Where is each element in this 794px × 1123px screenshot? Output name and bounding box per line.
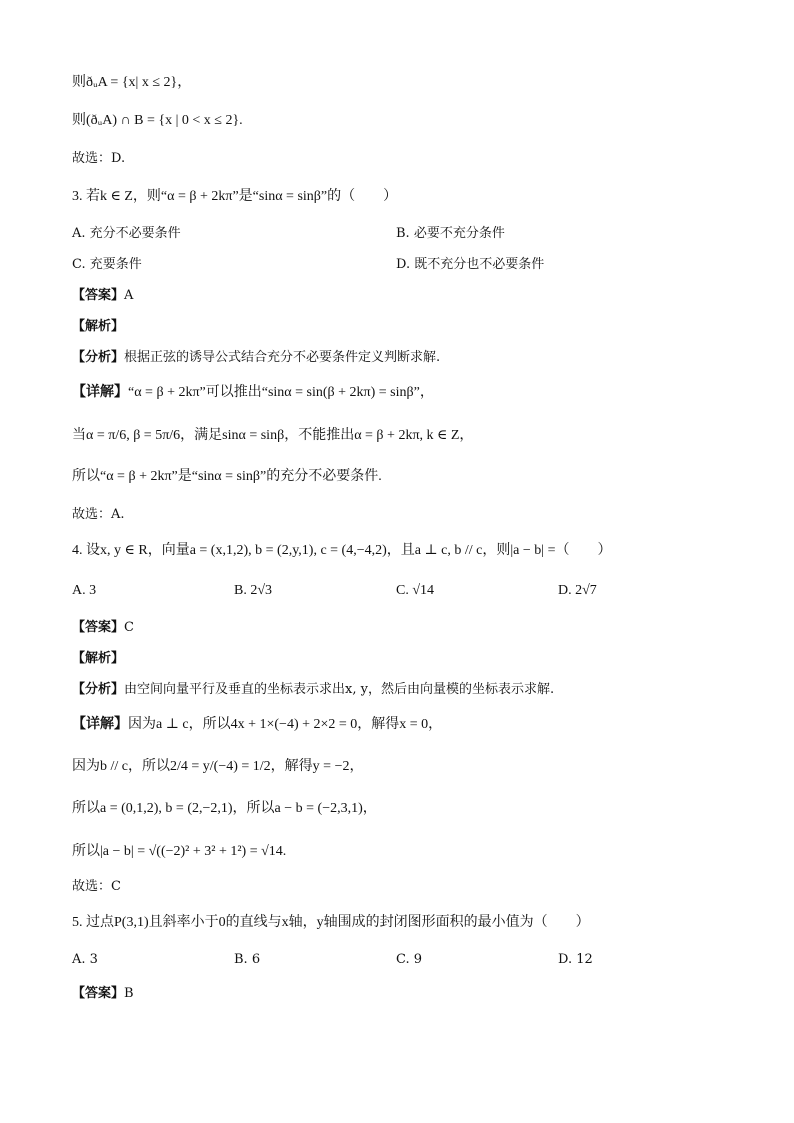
answer-value: A — [124, 288, 134, 303]
analysis-tag: 【分析】 — [72, 350, 125, 365]
analysis-text: 根据正弦的诱导公式结合充分不必要条件定义判断求解. — [124, 350, 441, 365]
answer-tag: 【答案】 — [72, 986, 125, 1001]
answer-value: C — [124, 620, 134, 635]
question-3: 3. 若k ∈ Z，则“α = β + 2kπ”是“sinα = sinβ”的（ ） — [72, 189, 398, 204]
q4-option-a: A. 3 — [72, 583, 97, 598]
q3-analysis — [72, 349, 440, 367]
analysis-text: 由空间向量平行及垂直的坐标表示求出x, y，然后由向量模的坐标表示求解. — [124, 682, 555, 697]
q4-option-b: B. 2√3 — [234, 583, 273, 598]
detail-text: 因为a ⊥ c，所以4x + 1×(−4) + 2×2 = 0，解得x = 0， — [128, 717, 443, 732]
line-choose-d: 故选：D. — [72, 151, 126, 166]
q4-detail — [72, 716, 442, 734]
q3-option-a: A. 充分不必要条件 — [72, 226, 181, 241]
question-4: 4. 设x, y ∈ R，向量a = (x,1,2), b = (2,y,1), c = (4,−4,2)，且a ⊥ c, b // c，则|a − b| =（ ） — [72, 543, 612, 558]
q3-detail-line-3: 所以“α = β + 2kπ”是“sinα = sinβ”的充分不必要条件. — [72, 469, 382, 484]
line-complement-a: 则ðᵤA = {x| x ≤ 2}， — [72, 75, 192, 90]
q4-analysis — [72, 681, 554, 699]
q3-option-b: B. 必要不充分条件 — [396, 226, 505, 241]
detail-tag: 【详解】 — [72, 385, 128, 400]
answer-tag: 【答案】 — [72, 288, 125, 303]
q4-detail-line-2: 因为b // c，所以2/4 = y/(−4) = 1/2，解得y = −2， — [72, 759, 364, 774]
answer-value: B — [124, 986, 134, 1001]
q4-option-c: C. √14 — [396, 583, 435, 598]
q4-choose: 故选：C — [72, 879, 121, 894]
detail-text: “α = β + 2kπ”可以推出“sinα = sin(β + 2kπ) = sinβ”， — [128, 385, 434, 400]
q4-option-d: D. 2√7 — [558, 583, 597, 598]
q4-answer — [72, 619, 134, 637]
q3-detail — [72, 384, 434, 402]
q4-detail-line-4: 所以|a − b| = √((−2)² + 3² + 1²) = √14. — [72, 844, 287, 859]
q3-analysis-heading: 【解析】 — [72, 319, 125, 334]
q3-option-c: C. 充要条件 — [72, 257, 142, 272]
q3-option-d: D. 既不充分也不必要条件 — [396, 257, 545, 272]
q5-option-c: C. 9 — [396, 952, 423, 967]
detail-tag: 【详解】 — [72, 717, 128, 732]
answer-tag: 【答案】 — [72, 620, 125, 635]
q3-answer — [72, 287, 133, 305]
q4-analysis-heading: 【解析】 — [72, 651, 125, 666]
q4-detail-line-3: 所以a = (0,1,2), b = (2,−2,1)，所以a − b = (−2,3,1)， — [72, 801, 377, 816]
q5-option-a: A. 3 — [72, 952, 98, 967]
q3-choose: 故选：A. — [72, 507, 125, 522]
q5-answer — [72, 985, 134, 1003]
q5-option-b: B. 6 — [234, 952, 261, 967]
q5-option-d: D. 12 — [558, 952, 593, 967]
question-5: 5. 过点P(3,1)且斜率小于0的直线与x轴，y轴围成的封闭图形面积的最小值为（ ） — [72, 915, 590, 930]
line-intersection-b: 则(ðᵤA) ∩ B = {x | 0 < x ≤ 2}. — [72, 113, 243, 128]
analysis-tag: 【分析】 — [72, 682, 125, 697]
q3-detail-line-2: 当α = π/6, β = 5π/6，满足sinα = sinβ，不能推出α = β + 2kπ, k ∈ Z， — [72, 428, 474, 443]
